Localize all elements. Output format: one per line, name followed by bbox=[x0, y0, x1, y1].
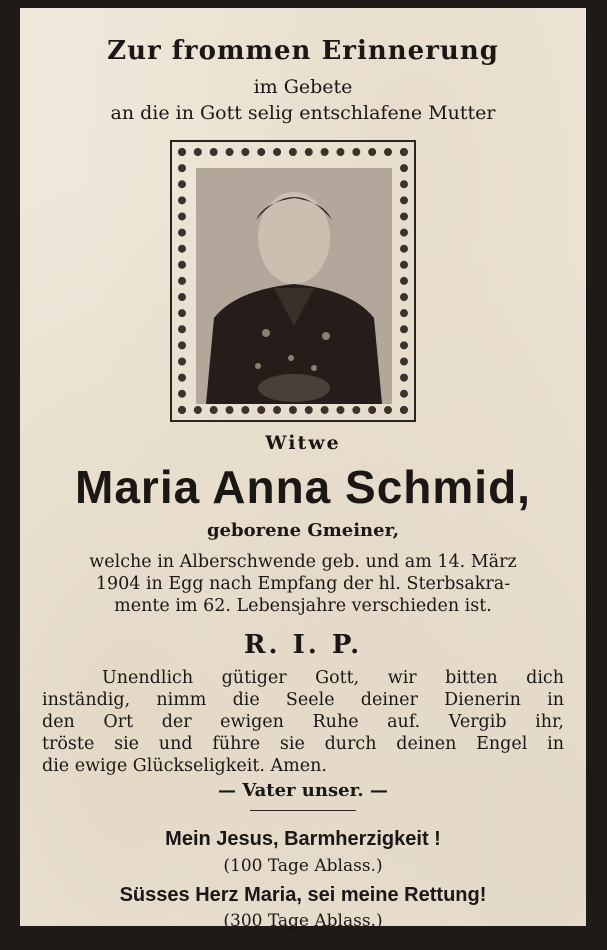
memorial-card bbox=[20, 8, 586, 931]
intro-line-1: im Gebete bbox=[253, 76, 353, 98]
vater-unser: — Vater unser. — bbox=[218, 780, 388, 801]
card-heading: Zur frommen Erinnerung bbox=[107, 36, 499, 66]
biography-line: 1904 in Egg nach Empfang der hl. Sterbsakra- bbox=[95, 574, 511, 594]
indulgence-days: (100 Tage Ablass.) bbox=[223, 856, 383, 876]
invocation-maria: Süsses Herz Maria, sei meine Rettung! bbox=[119, 884, 487, 906]
deceased-name: Maria Anna Schmid, bbox=[75, 461, 531, 513]
biography-line: welche in Alberschwende geb. und am 14. März bbox=[89, 552, 517, 572]
prayer-line: die ewige Glückseligkeit. Amen. bbox=[42, 756, 327, 776]
prayer-line: tröste sie und führe sie durch deinen Engel in bbox=[42, 734, 564, 754]
prayer-line: inständig, nimm die Seele deiner Dienerin in bbox=[42, 690, 564, 710]
birth-name: geborene Gmeiner, bbox=[206, 520, 400, 541]
intro-line-2: an die in Gott selig entschlafene Mutter bbox=[110, 102, 496, 124]
indulgence-days: (300 Tage Ablass.) bbox=[223, 911, 383, 931]
prayer-line: Unendlich gütiger Gott, wir bitten dich bbox=[102, 668, 564, 688]
invocation-jesus: Mein Jesus, Barmherzigkeit ! bbox=[165, 828, 441, 850]
divider-rule bbox=[250, 810, 356, 811]
prayer-line: den Ort der ewigen Ruhe auf. Vergib ihr, bbox=[42, 712, 564, 732]
widow-title: Witwe bbox=[265, 432, 341, 454]
portrait-photo bbox=[196, 168, 392, 404]
portrait-illustration bbox=[196, 168, 392, 404]
biography-line: mente im 62. Lebensjahre verschieden ist. bbox=[114, 596, 492, 616]
rip-text: R. I. P. bbox=[243, 630, 363, 660]
